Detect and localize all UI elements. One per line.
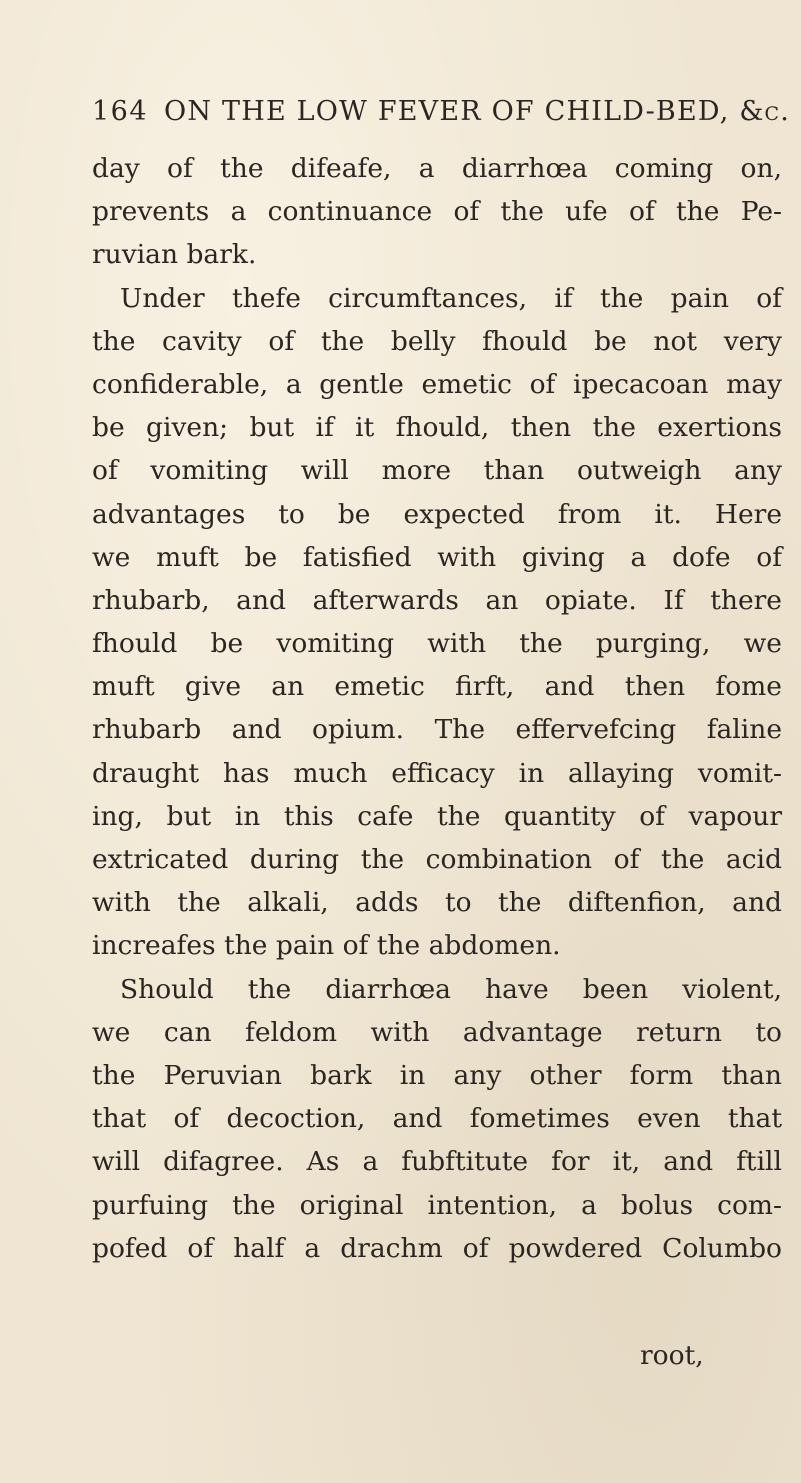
text-line: we can feldom with advantage return to [92, 1016, 782, 1048]
text-line: we muft be fatisfied with giving a dofe of [92, 541, 782, 573]
paragraph-start-line: Under thefe circumftances, if the pain of [120, 282, 782, 314]
text-line: be given; but if it fhould, then the exertions [92, 412, 782, 444]
text-line: day of the difeafe, a diarrhœa coming on, [92, 153, 782, 184]
text-line: muft give an emetic firft, and then fome [92, 671, 782, 703]
text-line: increafes the pain of the abdomen. [92, 930, 561, 962]
body-text [92, 147, 782, 1270]
page-header [92, 96, 791, 127]
text-line: ruvian bark. [92, 239, 257, 271]
catchword: root, [640, 1340, 704, 1371]
text-line: fhould be vomiting with the purging, we [92, 628, 782, 660]
text-line: the Peruvian bark in any other form than [92, 1059, 782, 1091]
text-line: extricated during the combination of the acid [92, 844, 782, 875]
text-line: prevents a continuance of the ufe of the Pe- [92, 196, 782, 228]
text-line: that of decoction, and fometimes even that [92, 1103, 782, 1135]
text-line: the cavity of the belly fhould be not very [92, 325, 782, 357]
text-line: will difagree. As a fubftitute for it, and ftill [92, 1146, 782, 1178]
text-line: pofed of half a drachm of powdered Columbo [92, 1232, 782, 1264]
text-line: rhubarb and opium. The effervefcing faline [92, 714, 782, 746]
page-number: 164 [92, 96, 149, 127]
text-line: draught has much efficacy in allaying vomit- [92, 757, 782, 789]
running-title: ON THE LOW FEVER OF CHILD-BED, &c. [164, 96, 791, 127]
text-line: with the alkali, adds to the diftenfion, and [92, 887, 782, 919]
text-line: purfuing the original intention, a bolus com- [92, 1189, 782, 1221]
text-line: advantages to be expected from it. Here [92, 498, 782, 530]
text-line: of vomiting will more than outweigh any [92, 455, 782, 487]
paragraph-start-line: Should the diarrhœa have been violent, [120, 973, 782, 1005]
text-line: rhubarb, and afterwards an opiate. If there [92, 584, 782, 616]
text-line: confiderable, a gentle emetic of ipecacoan may [92, 368, 782, 400]
text-line: ing, but in this cafe the quantity of vapour [92, 800, 782, 832]
